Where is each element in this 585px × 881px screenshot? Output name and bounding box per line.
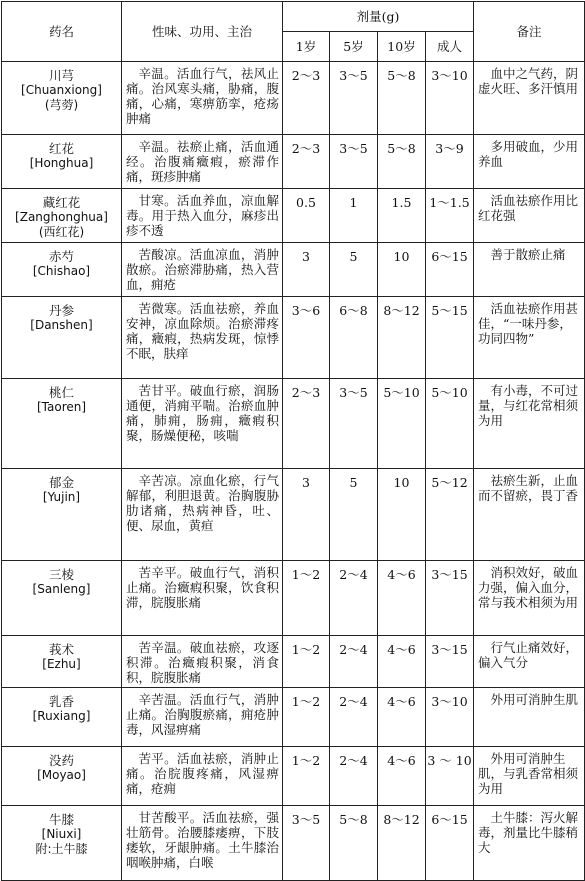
dose-adult: 6～15 [426,243,474,297]
herb-name-line: [Sanleng] [32,582,91,596]
herb-name-line: 莪术 [48,642,74,657]
dose-adult: 3～15 [426,636,474,688]
table-row [2,62,585,135]
herb-name-cell [2,243,122,297]
herb-name-line: [Honghua] [29,156,94,170]
herb-name-cell [2,379,122,469]
dose-adult: 5～12 [426,469,474,561]
dose-age-1: 1～2 [283,636,330,688]
herb-description: 苦甘平。破血行瘀，润肠通便，消痈平喘。治瘀血肿痛，肺痈，肠痈，癥瘕积聚，肠燥便秘，咳喘 [122,379,283,469]
herb-description: 辛温。活血行气，祛风止痛。治风寒头痛，胁痛，腹痛，心痛，寒痹筋挛，疮疡肿痛 [122,62,283,135]
herb-note: 外用可消肿生肌，与乳香常相须为用 [474,747,585,806]
herb-note: 有小毒，不可过量，与红花常相须为用 [474,379,585,469]
herb-name-line: [Ezhu] [42,657,81,671]
table-row [2,747,585,806]
header-note: 备注 [474,2,585,62]
herb-note: 善于散瘀止痛 [474,243,585,297]
header-age-10: 10岁 [378,32,426,62]
herb-description: 辛温。祛瘀止痛，活血通经。治腹痛癥瘕，瘀滞作痛，斑疹肿痛 [122,135,283,189]
dose-age-10: 10 [378,243,426,297]
dose-age-10: 4～6 [378,688,426,747]
dose-age-10: 1.5 [378,189,426,243]
herb-name-line: 川芎 [48,68,74,83]
table-row [2,561,585,636]
dose-age-1: 1～2 [283,747,330,806]
herb-name-line: [Taoren] [36,400,87,414]
header-dose: 剂量(g) [283,2,474,32]
herb-name-cell [2,561,122,636]
dose-adult: 3～15 [426,561,474,636]
dose-age-5: 1 [330,189,378,243]
dose-age-1: 3～6 [283,297,330,379]
dose-age-5: 6～8 [330,297,378,379]
table-row [2,135,585,189]
herb-name-line: 附:土牛膝 [35,842,88,856]
dose-age-5: 2～4 [330,636,378,688]
herb-name-cell [2,469,122,561]
herb-name-cell [2,688,122,747]
dose-age-5: 2～4 [330,747,378,806]
table-row [2,688,585,747]
herb-description: 辛苦温。活血行气，消肿止痛。治胸腹瘀痛，痈疮肿毒，风湿痹痛 [122,688,283,747]
herb-description: 苦辛温。破血祛瘀，攻逐积滞。治癥瘕积聚，消食积，脘腹胀痛 [122,636,283,688]
dose-age-5: 3～5 [330,379,378,469]
herb-note: 活血祛瘀作用比红花强 [474,189,585,243]
table-row [2,806,585,881]
dose-adult: 3 ～ 10 [426,747,474,806]
dose-age-10: 8～12 [378,297,426,379]
herb-name-line: [Moyao] [37,768,86,782]
table-row [2,636,585,688]
herb-name-line: 桃仁 [48,385,74,400]
dose-age-10: 10 [378,469,426,561]
herb-description: 甘苦酸平。活血祛瘀，强壮筋骨。治腰膝痿痹，下肢痿软，牙龈肿痛。土牛膝治咽喉肿痛，白喉 [122,806,283,881]
herb-name-line: [Yujin] [42,490,81,504]
dose-adult: 3～9 [426,135,474,189]
dose-age-5: 5～8 [330,806,378,881]
header-age-1: 1岁 [283,32,330,62]
header-age-5: 5岁 [330,32,378,62]
herb-description: 苦微寒。活血祛瘀，养血安神，凉血除烦。治瘀滞疼痛，癥瘕，热病发斑，惊悸不眠，肤痒 [122,297,283,379]
herb-name-line: 乳香 [48,694,74,709]
herb-name-line: 丹参 [48,303,74,318]
dose-age-1: 0.5 [283,189,330,243]
dose-age-10: 8～12 [378,806,426,881]
dose-age-1: 2～3 [283,379,330,469]
dose-age-1: 2～3 [283,135,330,189]
herb-name-cell [2,747,122,806]
herb-note: 外用可消肿生肌 [474,688,585,747]
herb-name-line: [Danshen] [30,318,93,332]
dose-age-5: 3～5 [330,135,378,189]
herb-note: 活血祛瘀作用甚佳，“一味丹参，功同四物” [474,297,585,379]
herb-dosage-table [1,1,585,881]
dose-adult: 6～15 [426,806,474,881]
dose-age-10: 4～6 [378,561,426,636]
herb-name-line: [Chuanxiong] [21,83,102,97]
dose-age-5: 2～4 [330,688,378,747]
herb-name-line: 红花 [48,141,74,156]
table-row [2,469,585,561]
herb-name-line: 牛膝 [48,812,74,827]
herb-note: 血中之气药，阴虚火旺、多汗慎用 [474,62,585,135]
herb-description: 苦酸凉。活血凉血，消肿散瘀。治瘀滞胁痛，热入营血，痈疮 [122,243,283,297]
dose-age-10: 4～6 [378,747,426,806]
table-body [2,62,585,881]
dose-age-1: 3～5 [283,806,330,881]
herb-name-line: 赤芍 [48,249,74,264]
dose-age-5: 5 [330,469,378,561]
herb-name-cell [2,135,122,189]
dose-adult: 5～10 [426,379,474,469]
herb-name-line: [Zanghonghua] [15,210,108,224]
herb-description: 辛苦凉。凉血化瘀，行气解郁，利胆退黄。治胸腹胁肋诸痛，热病神昏，吐、便、尿血，黄疸 [122,469,283,561]
herb-note: 行气止痛效好，偏入气分 [474,636,585,688]
herb-name-cell [2,806,122,881]
herb-name-line: 没药 [48,753,74,768]
herb-name-cell [2,297,122,379]
dose-adult: 5～15 [426,297,474,379]
dose-age-10: 4～6 [378,636,426,688]
header-name: 药名 [2,2,122,62]
herb-note: 祛瘀生新，止血而不留瘀，畏丁香 [474,469,585,561]
herb-name-line: [Niuxi] [41,827,82,841]
herb-name-cell [2,636,122,688]
dose-adult: 1～1.5 [426,189,474,243]
herb-name-line: (西红花) [38,225,85,239]
table-row [2,379,585,469]
herb-note: 消积效好，破血力强，偏入血分，常与莪术相须为用 [474,561,585,636]
herb-name-cell [2,189,122,243]
herb-name-line: (芎䓖) [44,98,79,112]
dose-age-10: 5～8 [378,62,426,135]
table-row [2,243,585,297]
dose-age-1: 2～3 [283,62,330,135]
dose-age-5: 3～5 [330,62,378,135]
dose-age-5: 5 [330,243,378,297]
dose-age-1: 3 [283,243,330,297]
herb-note: 多用破血，少用养血 [474,135,585,189]
header-desc: 性味、功用、主治 [122,2,283,62]
header-age-adult: 成人 [426,32,474,62]
dose-age-1: 1～2 [283,688,330,747]
table-row [2,189,585,243]
herb-description: 苦辛平。破血行气，消积止痛。治癥瘕积聚，饮食积滞，脘腹胀痛 [122,561,283,636]
dose-age-10: 5～8 [378,135,426,189]
herb-description: 苦平。活血祛瘀，消肿止痛。治脘腹疼痛，风湿痹痛，疮痈 [122,747,283,806]
herb-name-cell [2,62,122,135]
dose-age-10: 5～10 [378,379,426,469]
dose-adult: 3～10 [426,62,474,135]
table-row [2,297,585,379]
herb-name-line: 藏红花 [42,195,81,210]
dose-age-5: 2～4 [330,561,378,636]
dose-adult: 3～10 [426,688,474,747]
herb-description: 甘寒。活血养血，凉血解毒。用于热入血分，麻疹出疹不透 [122,189,283,243]
herb-note: 土牛膝：泻火解毒，剂量比牛膝稍大 [474,806,585,881]
herb-name-line: [Ruxiang] [32,709,91,723]
dose-age-1: 1～2 [283,561,330,636]
herb-name-line: 三棱 [48,567,74,582]
herb-name-line: 郁金 [48,475,74,490]
herb-name-line: [Chishao] [32,264,91,278]
dose-age-1: 3 [283,469,330,561]
